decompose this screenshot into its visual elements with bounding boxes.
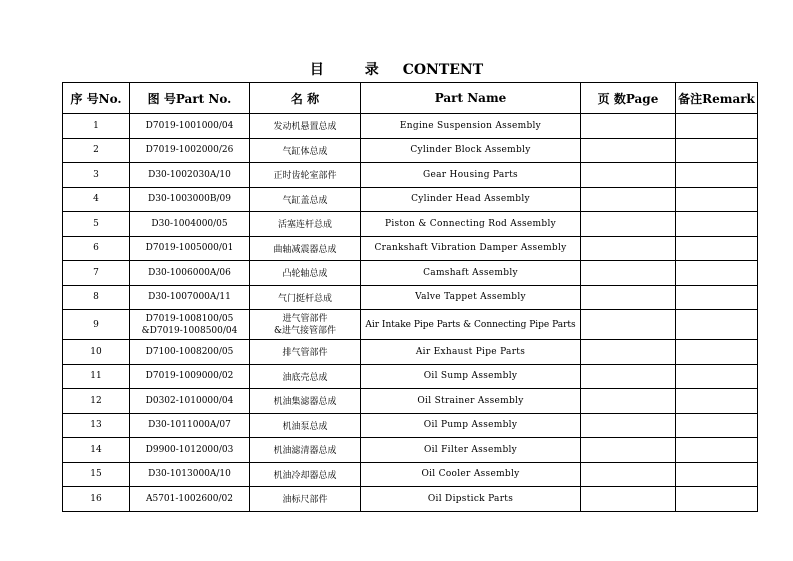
cell-part-no: D30-1011000A/07 [130, 413, 250, 438]
cell-name-cn: 油底壳总成 [250, 364, 361, 389]
cell-part-no-line-1: D7019-1008100/05 [145, 313, 234, 324]
cell-part-no-line-2: &D7019-1008500/04 [141, 325, 238, 336]
cell-page [581, 285, 676, 310]
header-part-name: Part Name [361, 83, 581, 114]
cell-page [581, 462, 676, 487]
cell-name-en: Air Intake Pipe Parts & Connecting Pipe Parts [361, 310, 581, 340]
table-row [63, 187, 758, 212]
cell-name-cn: 气缸体总成 [250, 138, 361, 163]
cell-name-en: Oil Sump Assembly [361, 364, 581, 389]
table-row [63, 212, 758, 237]
header-row [63, 83, 758, 114]
cell-name-en: Piston & Connecting Rod Assembly [361, 212, 581, 237]
header-remark: 备注Remark [676, 83, 758, 114]
cell-name-en: Oil Strainer Assembly [361, 389, 581, 414]
cell-part-no: D30-1013000A/10 [130, 462, 250, 487]
cell-no: 6 [63, 236, 130, 261]
cell-name-cn: 气缸盖总成 [250, 187, 361, 212]
cell-page [581, 413, 676, 438]
table-row [63, 310, 758, 340]
cell-remark [676, 462, 758, 487]
cell-no: 14 [63, 438, 130, 463]
cell-remark [676, 364, 758, 389]
cell-name-en: Engine Suspension Assembly [361, 114, 581, 139]
cell-name-en: Oil Pump Assembly [361, 413, 581, 438]
cell-part-no: D7019-1001000/04 [130, 114, 250, 139]
cell-no: 1 [63, 114, 130, 139]
cell-remark [676, 487, 758, 512]
cell-page [581, 163, 676, 188]
cell-no: 7 [63, 261, 130, 286]
header-seq: 序 号No. [63, 83, 130, 114]
cell-no: 2 [63, 138, 130, 163]
cell-part-no: D7019-1009000/02 [130, 364, 250, 389]
table-row [63, 285, 758, 310]
cell-page [581, 310, 676, 340]
cell-no: 12 [63, 389, 130, 414]
table-row [63, 487, 758, 512]
table-row [63, 462, 758, 487]
table-row [63, 114, 758, 139]
cell-page [581, 138, 676, 163]
title-cn: 目 录 [309, 62, 397, 78]
table-row [63, 438, 758, 463]
cell-name-en: Oil Cooler Assembly [361, 462, 581, 487]
cell-page [581, 212, 676, 237]
table-row [63, 413, 758, 438]
cell-name-en: Gear Housing Parts [361, 163, 581, 188]
header-name-cn: 名 称 [250, 83, 361, 114]
cell-name-en: Air Exhaust Pipe Parts [361, 340, 581, 365]
cell-remark [676, 114, 758, 139]
table-row [63, 138, 758, 163]
cell-page [581, 340, 676, 365]
cell-page [581, 236, 676, 261]
table-row [63, 236, 758, 261]
table-row [63, 261, 758, 286]
cell-part-no: D9900-1012000/03 [130, 438, 250, 463]
cell-page [581, 389, 676, 414]
cell-remark [676, 310, 758, 340]
cell-no: 11 [63, 364, 130, 389]
header-part-no: 图 号Part No. [130, 83, 250, 114]
cell-remark [676, 413, 758, 438]
cell-no: 3 [63, 163, 130, 188]
cell-remark [676, 236, 758, 261]
cell-part-no: D30-1002030A/10 [130, 163, 250, 188]
cell-page [581, 438, 676, 463]
cell-part-no: D30-1006000A/06 [130, 261, 250, 286]
cell-page [581, 187, 676, 212]
cell-remark [676, 285, 758, 310]
cell-page [581, 487, 676, 512]
table-row [63, 389, 758, 414]
cell-part-no: D7019-1002000/26 [130, 138, 250, 163]
cell-page [581, 114, 676, 139]
table-row [63, 163, 758, 188]
cell-no: 10 [63, 340, 130, 365]
cell-part-no: D7100-1008200/05 [130, 340, 250, 365]
cell-page [581, 364, 676, 389]
cell-remark [676, 163, 758, 188]
cell-name-en: Oil Filter Assembly [361, 438, 581, 463]
header-page: 页 数Page [581, 83, 676, 114]
cell-name-cn: 油标尺部件 [250, 487, 361, 512]
cell-remark [676, 389, 758, 414]
cell-name-cn: 曲轴减震器总成 [250, 236, 361, 261]
cell-name-cn: 发动机悬置总成 [250, 114, 361, 139]
cell-name-cn: 机油冷却器总成 [250, 462, 361, 487]
cell-name-en: Crankshaft Vibration Damper Assembly [361, 236, 581, 261]
cell-name-en: Cylinder Block Assembly [361, 138, 581, 163]
cell-remark [676, 340, 758, 365]
cell-part-no: D30-1004000/05 [130, 212, 250, 237]
cell-name-cn: 气门挺杆总成 [250, 285, 361, 310]
cell-name-cn: 机油滤清器总成 [250, 438, 361, 463]
cell-name-cn: 机油泵总成 [250, 413, 361, 438]
cell-name-en: Oil Dipstick Parts [361, 487, 581, 512]
cell-remark [676, 138, 758, 163]
cell-name-cn [250, 310, 361, 340]
cell-page [581, 261, 676, 286]
cell-part-no: D0302-1010000/04 [130, 389, 250, 414]
cell-part-no [130, 310, 250, 340]
cell-name-cn: 正时齿轮室部件 [250, 163, 361, 188]
cell-no: 5 [63, 212, 130, 237]
cell-remark [676, 261, 758, 286]
cell-part-no: A5701-1002600/02 [130, 487, 250, 512]
cell-name-en: Cylinder Head Assembly [361, 187, 581, 212]
title-en: CONTENT [402, 62, 484, 78]
cell-no: 8 [63, 285, 130, 310]
cell-part-no: D30-1007000A/11 [130, 285, 250, 310]
cell-name-en: Camshaft Assembly [361, 261, 581, 286]
cell-no: 9 [63, 310, 130, 340]
cell-name-cn: 凸轮轴总成 [250, 261, 361, 286]
cell-no: 13 [63, 413, 130, 438]
cell-name-en: Valve Tappet Assembly [361, 285, 581, 310]
cell-name-cn: 机油集滤器总成 [250, 389, 361, 414]
cell-name-cn: 活塞连杆总成 [250, 212, 361, 237]
content-table [62, 82, 758, 512]
cell-remark [676, 212, 758, 237]
cell-part-no: D7019-1005000/01 [130, 236, 250, 261]
cell-name-cn: 排气管部件 [250, 340, 361, 365]
page-title [0, 59, 793, 79]
table-row [63, 340, 758, 365]
cell-part-no: D30-1003000B/09 [130, 187, 250, 212]
cell-remark [676, 187, 758, 212]
cell-name-cn-line-2: &进气接管部件 [273, 325, 336, 336]
cell-no: 15 [63, 462, 130, 487]
table-row [63, 364, 758, 389]
cell-name-cn-line-1: 进气管部件 [282, 313, 328, 324]
cell-remark [676, 438, 758, 463]
cell-no: 16 [63, 487, 130, 512]
cell-no: 4 [63, 187, 130, 212]
